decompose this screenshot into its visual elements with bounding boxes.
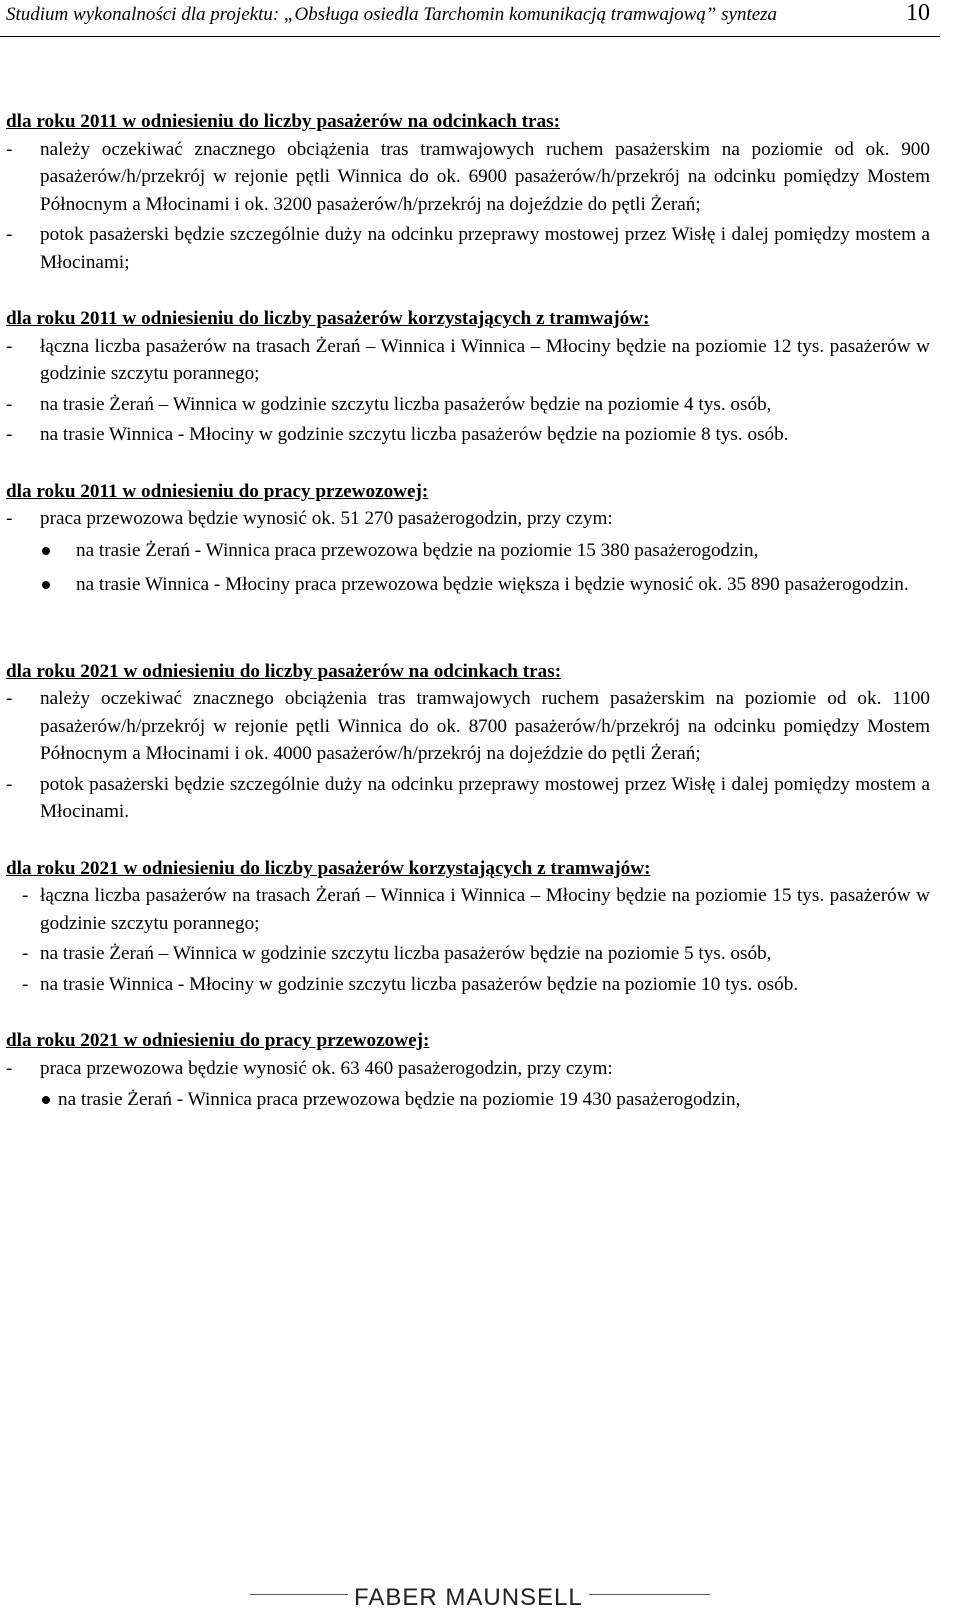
list-item: - praca przewozowa będzie wynosić ok. 51 270 pasażerogodzin, przy czym: [6,508,613,529]
section-heading: dla roku 2011 w odniesieniu do liczby pasażerów na odcinkach tras: [6,111,561,132]
section-2011-passengers-segments [6,108,930,276]
list-item: - łączna liczba pasażerów na trasach Żerań – Winnica i Winnica – Młociny będzie na poziomie 12 tys. pasażerów w godzinie szczytu porannego; [6,335,930,384]
bullet-item: na trasie Żerań - Winnica praca przewozowa będzie na poziomie 19 430 pasażerogodzin, [6,1086,930,1114]
bullet-list [6,537,930,599]
section-2011-tram-passengers [6,305,930,449]
page-footer [0,1583,960,1617]
document-body [6,108,930,1121]
list-item: - praca przewozowa będzie wynosić ok. 63 460 pasażerogodzin, przy czym: [6,1057,613,1079]
section-2021-passengers-segments [6,658,930,826]
list-item: - łączna liczba pasażerów na trasach Żerań – Winnica i Winnica – Młociny będzie na poziomie 15 tys. pasażerów w godzinie szczytu porannego; [22,885,930,934]
list-item: - potok pasażerski będzie szczególnie duży na odcinku przeprawy mostowej przez Wisłę i dalej pomiędzy mostem a Młocinami; [6,224,930,273]
page-header [0,0,940,37]
dash-list [6,685,930,826]
document-title: Studium wykonalności dla projektu: „Obsługa osiedla Tarchomin komunikacją tramwajową” synteza [6,4,778,25]
dash-list [6,1055,930,1083]
list-item: - potok pasażerski będzie szczególnie duży na odcinku przeprawy mostowej przez Wisłę i dalej pomiędzy mostem a Młocinami. [6,773,930,822]
list-item: - na trasie Winnica - Młociny w godzinie szczytu liczba pasażerów będzie na poziomie 10 tys. osób. [22,973,799,995]
page-number: 10 [906,0,930,26]
list-item: - należy oczekiwać znacznego obciążenia tras tramwajowych ruchem pasażerskim na poziomie od ok. 900 pasażerów/h/przekrój w rejonie pętli Winnica do ok. 6900 pasażerów/h/przekrój na odcinku pomiędzy Mostem Północnym a Młocinami i ok. 3200 pasażerów/h/przekrój na dojeździe do pętli Żerań; [6,138,930,215]
dash-list [6,505,930,533]
list-item: - na trasie Żerań – Winnica w godzinie szczytu liczba pasażerów będzie na poziomie 5 tys. osób, [22,943,772,964]
dash-list [6,882,930,998]
dash-list [6,333,930,449]
section-2021-tram-passengers [6,855,930,999]
list-item: - należy oczekiwać znacznego obciążenia tras tramwajowych ruchem pasażerskim na poziomie od ok. 1100 pasażerów/h/przekrój w rejonie pętli Winnica do ok. 8700 pasażerów/h/przekrój na odcinku pomiędzy Mostem Północnym a Młocinami i ok. 4000 pasażerów/h/przekrój na dojeździe do pętli Żerań; [6,688,930,764]
section-heading: dla roku 2021 w odniesieniu do liczby pasażerów korzystających z tramwajów: [6,857,651,879]
section-2021-transport-work [6,1027,930,1114]
bullet-item: na trasie Winnica - Młociny praca przewozowa będzie większa i będzie wynosić ok. 35 890 pasażerogodzin. [6,571,930,599]
bullet-icon [42,1096,50,1104]
list-item: - na trasie Żerań – Winnica w godzinie szczytu liczba pasażerów będzie na poziomie 4 tys. osób, [6,393,772,415]
dash-list [6,136,930,277]
company-logo: FABER MAUNSELL [348,1584,589,1612]
bullet-list [6,1086,930,1114]
section-heading: dla roku 2021 w odniesieniu do liczby pasażerów na odcinkach tras: [6,660,562,682]
bullet-icon [42,547,50,555]
bullet-icon [42,581,50,589]
section-heading: dla roku 2021 w odniesieniu do pracy przewozowej: [6,1030,430,1051]
section-heading: dla roku 2011 w odniesieniu do liczby pasażerów korzystających z tramwajów: [6,308,650,329]
section-heading: dla roku 2011 w odniesieniu do pracy przewozowej: [6,480,429,502]
list-item: - na trasie Winnica - Młociny w godzinie szczytu liczba pasażerów będzie na poziomie 8 tys. osób. [6,424,789,445]
section-2011-transport-work [6,478,930,599]
bullet-item: na trasie Żerań - Winnica praca przewozowa będzie na poziomie 15 380 pasażerogodzin, [6,537,930,565]
